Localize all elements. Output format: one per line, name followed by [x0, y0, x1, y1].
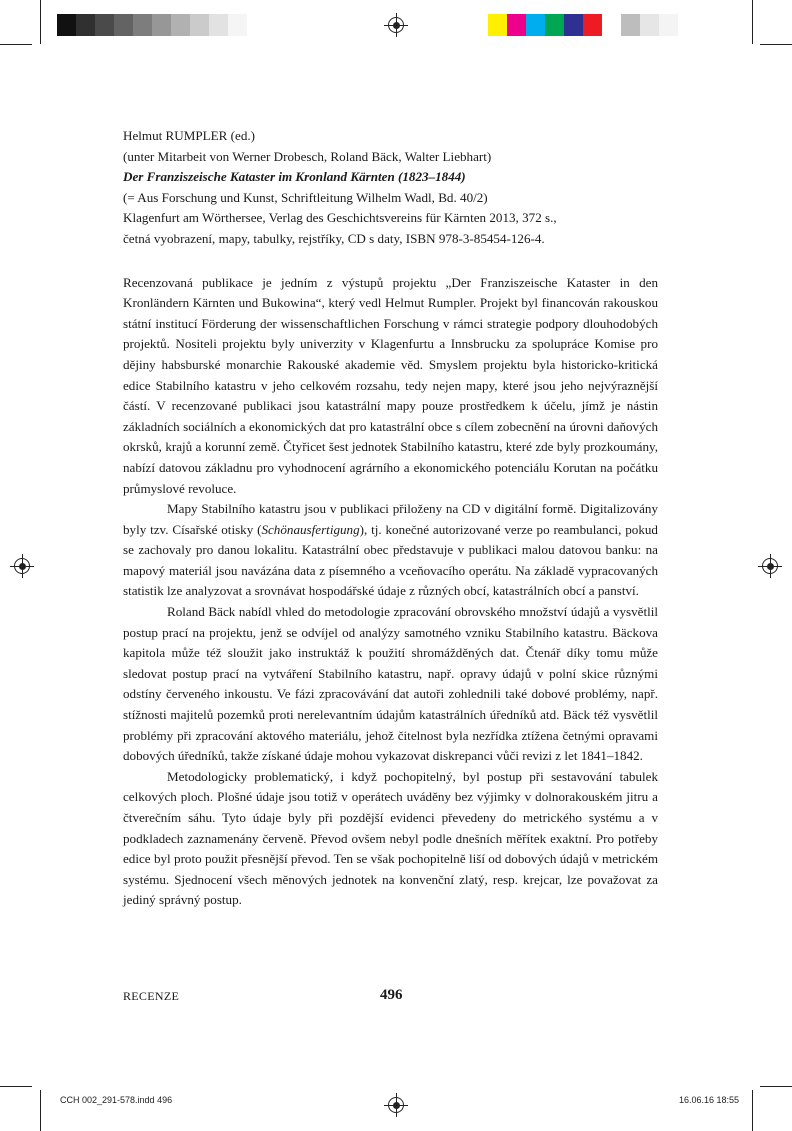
review-paragraph-2: [123, 499, 658, 602]
color-patch: [95, 14, 114, 36]
book-title: Der Franziszeische Kataster im Kronland Kärnten (1823–1844): [123, 169, 466, 185]
color-patch: [76, 14, 95, 36]
page-content: [123, 126, 658, 911]
crop-mark: [760, 44, 792, 45]
color-patch: [114, 14, 133, 36]
color-patch: [507, 14, 526, 36]
book-details: četná vyobrazení, mapy, tabulky, rejstříky, CD s daty, ISBN 978-3-85454-126-4.: [123, 230, 545, 246]
crop-mark: [0, 1086, 32, 1087]
book-editor: Helmut RUMPLER (ed.): [123, 128, 256, 143]
grayscale-control-strip: [57, 14, 247, 36]
slug-timestamp: 16.06.16 18:55: [679, 1095, 740, 1105]
review-paragraph-2-start: Mapy Stabilního katastru jsou v publikaci přiloženy na CD v digitální formě. Digitalizovány byly tzv. Císařské otisky (: [123, 501, 658, 537]
color-patch: [659, 14, 678, 36]
slug-file-info: CCH 002_291-578.indd 496: [60, 1095, 173, 1105]
crop-mark: [40, 0, 41, 44]
crop-mark: [752, 0, 753, 44]
color-control-strip: [488, 14, 678, 36]
color-patch: [209, 14, 228, 36]
book-publisher: Klagenfurt am Wörthersee, Verlag des Geschichtsvereins für Kärnten 2013, 372 s.,: [123, 210, 557, 226]
page-number: 496: [380, 987, 403, 1003]
review-paragraph-4: Metodologicky problematický, i když pochopitelný, byl postup při sestavování tabulek celkových ploch. Plošné údaje jsou totiž v operátech uváděny bez výjimky v dolnorakouském jitru a čtverečním sáhu. Tyto údaje byly při pozdější evidenci převedeny do metrického systému a v podkladech zaznamenány červeně. Převod ovšem nebyl podle dnešních měřítek exaktní. Pro potřeby edice byl proto použit přesnější převod. Ten se však pochopitelně liší od dobových údajů v metrickém systému. Sjednocení všech měnových jednotek na konvenční zlatý, resp. krejcar, lze považovat za jediný správný postup.: [123, 768, 658, 908]
color-patch: [171, 14, 190, 36]
crop-mark: [0, 44, 32, 45]
crop-mark: [40, 1090, 41, 1131]
registration-mark-top-icon: [388, 17, 404, 33]
color-patch: [57, 14, 76, 36]
review-paragraph-3: Roland Bäck nabídl vhled do metodologie zpracování obrovského množství údajů a vysvětlil postup prací na projektu, jenž se odvíjel od analýzy samotného vzniku Stabilního katastru. Bäckova kapitola může též sloužit jako instruktáž k použití shromážděných dat. Čtenář díky tomu může sledovat postup prací na vytváření Stabilního katastru, např. opravy údajů v polní skice různými odstíny červeného inkoustu. Ve fázi zpracovávání dat autoři zohlednili také dobové problémy, např. stížnosti majitelů pozemků proti nerelevantním údajům katastrálních úředníků atd. Bäck též vysvětlil problémy při zpracování aktového materiálu, jehož čitelnost byla nezřídka ztížena četnými opravami dobových úředníků, takže získané údaje mohou vykazovat diskrepanci vůči revizi z let 1841–1842.: [123, 604, 658, 764]
bibliographic-entry: [123, 126, 658, 250]
color-patch: [228, 14, 247, 36]
book-series: (= Aus Forschung und Kunst, Schriftleitung Wilhelm Wadl, Bd. 40/2): [123, 189, 488, 205]
color-patch: [621, 14, 640, 36]
color-patch: [583, 14, 602, 36]
review-paragraph-2-end: ), tj. konečné autorizované verze po reambulanci, pokud se zachovaly pro danou lokalitu. Katastrální obec představuje v publikaci malou datovou banku: na mapový materiál jsou navázána data z písemného a vceňovacího operátu. Na základě vypracovaných statistik lze analyzovat a srovnávat hospodářské údaje z různých obcí, katastrálních obcí a panství.: [123, 521, 658, 599]
color-patch: [640, 14, 659, 36]
color-patch: [133, 14, 152, 36]
color-patch: [488, 14, 507, 36]
registration-mark-bottom-icon: [388, 1097, 404, 1113]
color-patch: [564, 14, 583, 36]
running-head: RECENZE: [123, 989, 180, 1003]
crop-mark: [760, 1086, 792, 1087]
review-body: [123, 273, 658, 911]
crop-mark: [752, 1090, 753, 1131]
registration-mark-right-icon: [762, 558, 778, 574]
registration-mark-left-icon: [14, 558, 30, 574]
italic-term: Schönausfertigung: [261, 521, 360, 537]
color-patch: [526, 14, 545, 36]
color-patch: [152, 14, 171, 36]
color-patch: [190, 14, 209, 36]
color-patch: [602, 14, 621, 36]
review-paragraph-1: Recenzovaná publikace je jedním z výstupů projektu „Der Franziszeische Kataster in den Kronländern Kärnten und Bukowina“, který vedl Helmut Rumpler. Projekt byl financován rakouskou státní institucí Förderung der wissenschaftlichen Forschung v rámci strategie podpory dlouhodobých projektů. Nositeli projektu byly univerzity v Klagenfurtu a Innsbrucku za spolupráce Komise pro dějiny habsburské monarchie Rakouské akademie věd. Smyslem projektu byla historicko-kritická edice Stabilního katastru v jeho celkovém rozsahu, tedy nejen mapy, které jsou jeho nejvýraznější částí. V recenzované publikaci jsou katastrální mapy pouze prostředkem k účelu, jímž je nástin základních sociálních a ekonomických dat pro katastrální obce s cílem zobecnění na úrovni daňových okrsků, krajů a korunní země. Čtyřicet šest jednotek Stabilního katastru, které zde byly prozkoumány, nabízí datovou základnu pro vyhodnocení agrárního a ekonomického potenciálu Korutan na počátku průmyslové revoluce.: [123, 274, 658, 496]
book-collaborators: (unter Mitarbeit von Werner Drobesch, Roland Bäck, Walter Liebhart): [123, 148, 492, 164]
color-patch: [545, 14, 564, 36]
